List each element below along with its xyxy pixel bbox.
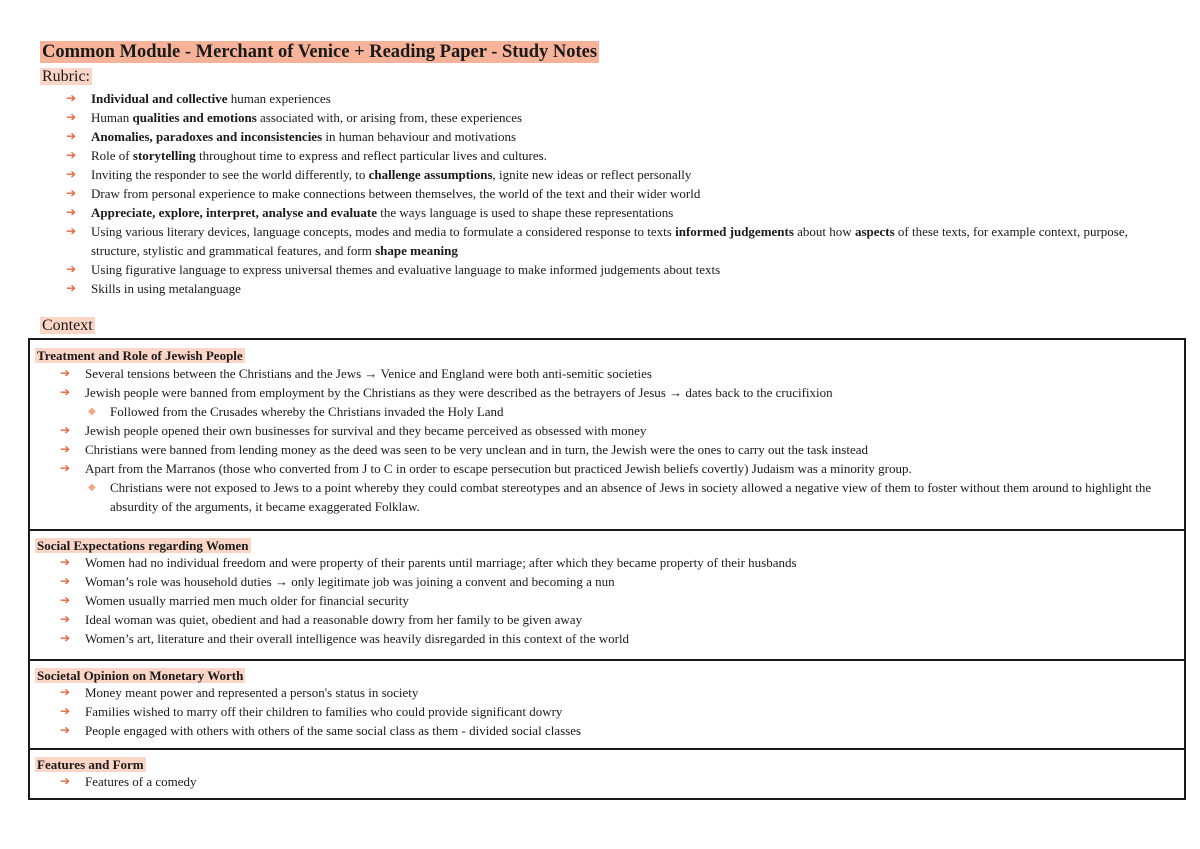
rubric-item-text: Draw from personal experience to make connections between themselves, the world of the text and their wider world: [91, 186, 701, 201]
list-item: [60, 459, 1160, 478]
list-item: [60, 629, 1160, 648]
rubric-item-bold-text: storytelling: [132, 148, 196, 163]
rubric-item-bold-text: Appreciate, explore, interpret, analyse and evaluate: [91, 205, 377, 220]
rubric-item: [66, 222, 1156, 260]
rubric-item-bold-text: Individual and collective: [91, 91, 228, 106]
list-item-text: Families wished to marry off their children to families who could provide significant dowry: [85, 704, 563, 719]
section-divider: [28, 659, 1186, 661]
rubric-item-text: throughout time to express and reflect particular lives and cultures.: [195, 148, 547, 163]
rubric-item: [66, 146, 1156, 165]
right-arrow-icon: ➔: [60, 723, 71, 737]
list-item: [60, 702, 1160, 721]
rubric-heading: [40, 67, 92, 87]
right-arrow-icon: ➔: [60, 593, 71, 607]
list-item-text: Money meant power and represented a person's status in society: [85, 685, 419, 700]
rubric-item-bold-text: qualities and emotions: [132, 110, 257, 125]
section-heading-jewish-people: [35, 347, 245, 364]
rubric-item-text: associated with, or arising from, these experiences: [256, 110, 523, 125]
list-item: [60, 610, 1160, 629]
right-arrow-icon: ➔: [66, 91, 77, 105]
rubric-item-bold-text: challenge assumptions: [368, 167, 493, 182]
right-arrow-icon: ➔: [66, 224, 77, 238]
list-item-text: Jewish people opened their own businesses for survival and they became perceived as obsessed with money: [85, 423, 647, 438]
right-arrow-icon: ➔: [60, 555, 71, 569]
rubric-item-text: in human behaviour and motivations: [322, 129, 517, 144]
rubric-item: [66, 165, 1156, 184]
right-arrow-icon: ➔: [66, 205, 77, 219]
rubric-item-text: about how: [793, 224, 855, 239]
right-arrow-icon: ➔: [60, 574, 71, 588]
right-arrow-icon: ➔: [66, 186, 77, 200]
right-arrow-icon: ➔: [60, 631, 71, 645]
rubric-item-text: the ways language is used to shape these representations: [376, 205, 674, 220]
rubric-item-text: Using figurative language to express universal themes and evaluative language to make informed judgements about texts: [91, 262, 721, 277]
rubric-item: [66, 260, 1156, 279]
right-arrow-icon: ➔: [60, 385, 71, 399]
right-arrow-icon: ➔: [66, 129, 77, 143]
list-item: [60, 772, 1160, 791]
section-heading-features-form: [35, 756, 146, 773]
document-title: Common Module - Merchant of Venice + Reading Paper - Study Notes: [42, 42, 598, 62]
list-item: [60, 591, 1160, 610]
section-divider: [28, 529, 1186, 531]
rubric-item: [66, 127, 1156, 146]
list-item-text: Christians were not exposed to Jews to a point whereby they could combat stereotypes and an absence of Jews in society allowed a negative view of them to foster without them around to highlight the absurdity of the arguments, it became exaggerated Folklaw.: [110, 480, 1152, 514]
list-item-text: Women usually married men much older for financial security: [85, 593, 409, 608]
list-item-text: Jewish people were banned from employment by the Christians as they were described as the betrayers of Jesus → dates back to the crucifixion: [85, 385, 833, 400]
right-arrow-icon: ➔: [60, 685, 71, 699]
rubric-item-bold-text: Anomalies, paradoxes and inconsistencies: [91, 129, 323, 144]
rubric-item-text: Using various literary devices, language concepts, modes and media to formulate a considered response to texts: [91, 224, 676, 239]
list-item-text: Women had no individual freedom and were property of their parents until marriage; after which they became property of their husbands: [85, 555, 797, 570]
section-heading-text: Social Expectations regarding Women: [37, 538, 249, 553]
right-arrow-icon: ➔: [60, 366, 71, 380]
section-heading-text: Treatment and Role of Jewish People: [37, 348, 243, 363]
list-item: [60, 683, 1160, 702]
list-item: [60, 553, 1160, 572]
section-list-monetary-worth: [60, 683, 1160, 740]
section-heading-women: [35, 537, 251, 554]
diamond-icon: ◆: [88, 406, 96, 417]
rubric-item-text: Skills in using metalanguage: [91, 281, 241, 296]
section-list-women: [60, 553, 1160, 648]
section-list-features-form: [60, 772, 1160, 791]
section-list-jewish-people: [60, 364, 1160, 516]
rubric-item: [66, 279, 1156, 298]
section-heading-monetary-worth: [35, 667, 245, 684]
right-arrow-icon: ➔: [60, 442, 71, 456]
right-arrow-icon: ➔: [60, 461, 71, 475]
list-item: [60, 364, 1160, 383]
rubric-item-text: Role of: [91, 148, 133, 163]
list-item-text: People engaged with others with others of the same social class as them - divided social classes: [85, 723, 582, 738]
right-arrow-icon: ➔: [66, 110, 77, 124]
rubric-item-bold-text: aspects: [854, 224, 895, 239]
rubric-item: [66, 184, 1156, 203]
context-heading-text: Context: [42, 317, 93, 334]
list-item-text: Followed from the Crusades whereby the Christians invaded the Holy Land: [110, 404, 504, 419]
rubric-item: [66, 89, 1156, 108]
right-arrow-icon: ➔: [60, 774, 71, 788]
list-item: [60, 421, 1160, 440]
rubric-item: [66, 108, 1156, 127]
list-item-text: Christians were banned from lending money as the deed was seen to be very unclean and in turn, the Jewish were the ones to carry out the task instead: [85, 442, 869, 457]
section-heading-text: Societal Opinion on Monetary Worth: [37, 668, 244, 683]
right-arrow-icon: ➔: [66, 148, 77, 162]
right-arrow-icon: ➔: [60, 612, 71, 626]
list-item-text: Features of a comedy: [85, 774, 197, 789]
list-item: [60, 572, 1160, 591]
rubric-item-text: , ignite new ideas or reflect personally: [492, 167, 692, 182]
rubric-item-text: of these texts, for example context, purpose, structure, stylistic and grammatical features, and form: [91, 224, 1128, 258]
rubric-list: [66, 89, 1156, 298]
diamond-icon: ◆: [88, 482, 96, 493]
rubric-item: [66, 203, 1156, 222]
right-arrow-icon: ➔: [60, 423, 71, 437]
right-arrow-icon: ➔: [60, 704, 71, 718]
list-item-text: Women’s art, literature and their overall intelligence was heavily disregarded in this context of the world: [85, 631, 630, 646]
right-arrow-icon: ➔: [66, 281, 77, 295]
rubric-item-text: human experiences: [227, 91, 331, 106]
list-item: [60, 721, 1160, 740]
list-item: [60, 383, 1160, 402]
right-arrow-icon: ➔: [66, 167, 77, 181]
rubric-item-bold-text: shape meaning: [375, 243, 458, 258]
rubric-item-text: Inviting the responder to see the world differently, to: [91, 167, 369, 182]
list-item-text: Several tensions between the Christians and the Jews → Venice and England were both anti-semitic societies: [85, 366, 652, 381]
right-arrow-icon: ➔: [66, 262, 77, 276]
rubric-item-bold-text: informed judgements: [675, 224, 794, 239]
list-item-text: Woman’s role was household duties → only legitimate job was joining a convent and becoming a nun: [85, 574, 615, 589]
section-heading-text: Features and Form: [37, 757, 144, 772]
list-item-text: Apart from the Marranos (those who converted from J to C in order to escape persecution but practiced Jewish beliefs covertly) Judaism was a minority group.: [85, 461, 912, 476]
list-item: [60, 440, 1160, 459]
rubric-item-text: Human: [91, 110, 133, 125]
section-divider: [28, 748, 1186, 750]
list-item-text: Ideal woman was quiet, obedient and had a reasonable dowry from her family to be given away: [85, 612, 583, 627]
sub-list-item: [88, 478, 1160, 516]
context-heading: [40, 316, 95, 336]
sub-list-item: [88, 402, 1160, 421]
rubric-heading-text: Rubric:: [42, 68, 90, 85]
